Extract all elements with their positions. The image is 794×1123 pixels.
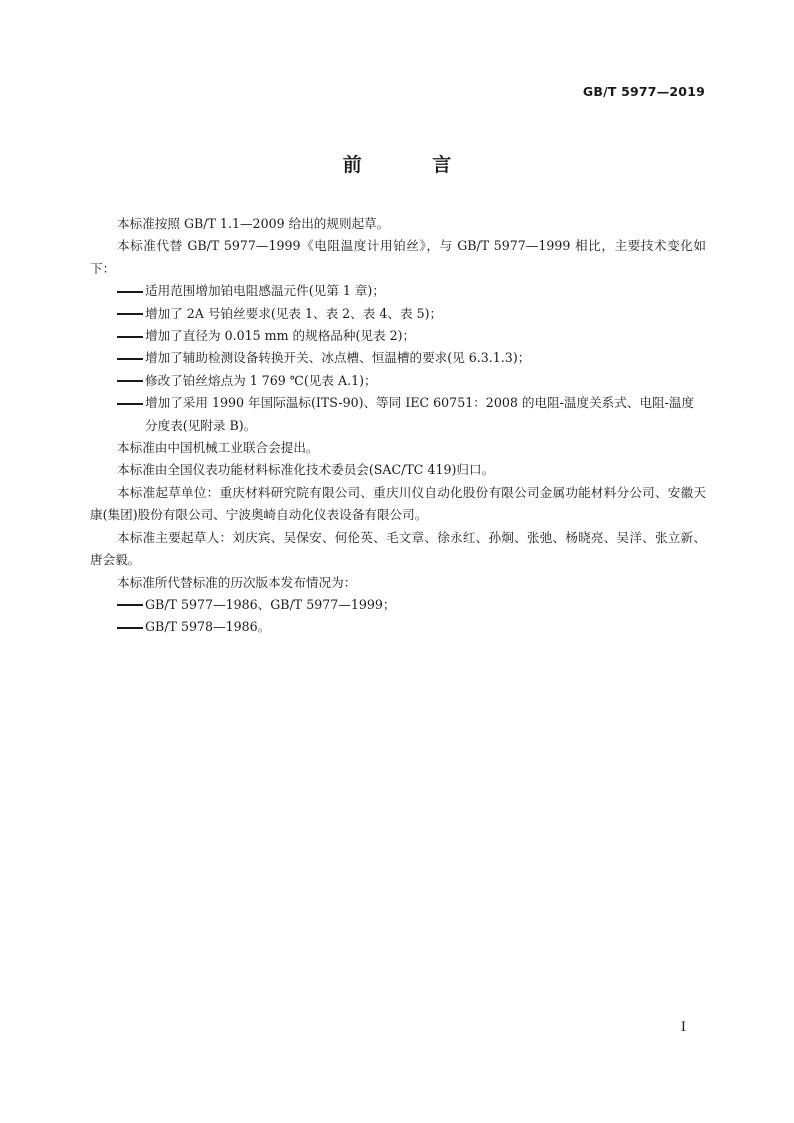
history-item-text: GB/T 5978—1986。 [145,619,271,635]
dash-icon [117,325,145,347]
change-item [90,370,706,392]
change-item [90,325,706,347]
history-item [90,594,706,616]
paragraph-committee: 本标准由全国仪表功能材料标准化技术委员会(SAC/TC 419)归口。 [117,462,495,478]
dash-icon [117,280,145,302]
dash-icon [117,347,145,369]
dash-icon [117,616,145,638]
paragraph-proposer: 本标准由中国机械工业联合会提出。 [117,440,319,456]
paragraph-history-intro: 本标准所代替标准的历次版本发布情况为： [117,574,357,590]
dash-icon [117,370,145,392]
change-item-text: 增加了采用 1990 年国际温标(ITS-90)、等同 IEC 60751：2008 的电阻-温度关系式、电阻-温度分度表(见附录 B)。 [145,395,695,433]
change-item-text: 修改了铂丝熔点为 1 769 ℃(见表 A.1)； [145,372,377,388]
change-item-text: 增加了 2A 号铂丝要求(见表 1、表 2、表 4、表 5)； [145,305,443,321]
dash-icon [117,392,145,414]
document-code: GB/T 5977—2019 [582,84,705,99]
history-item [90,616,706,638]
change-item-text: 增加了辅助检测设备转换开关、冰点槽、恒温槽的要求(见 6.3.1.3)； [145,350,531,366]
dash-icon [117,303,145,325]
change-item [90,303,706,325]
paragraph-drafting-units: 本标准起草单位：重庆材料研究院有限公司、重庆川仪自动化股份有限公司金属功能材料分公司、安徽天康(集团)股份有限公司、宁波奥崎自动化仪表设备有限公司。 [90,484,706,523]
change-item-text: 增加了直径为 0.015 mm 的规格品种(见表 2)； [145,328,416,344]
paragraph-drafters: 本标准主要起草人：刘庆宾、吴保安、何伦英、毛文章、徐永红、孙炯、张弛、杨晓亮、吴洋、张立新、唐会毅。 [90,529,706,568]
change-item [90,392,706,437]
change-item [90,280,706,302]
paragraph-drafting-rules: 本标准按照 GB/T 1.1—2009 给出的规则起草。 [117,216,390,231]
page-number: I [680,1020,686,1035]
change-item [90,347,706,369]
dash-icon [117,594,145,616]
page-title: 前 言 [342,154,484,176]
history-item-text: GB/T 5977—1986、GB/T 5977—1999； [145,596,396,612]
foreword-body [90,213,706,639]
paragraph-replacement: 本标准代替 GB/T 5977—1999《电阻温度计用铂丝》，与 GB/T 5977—1999 相比，主要技术变化如下： [90,238,706,276]
change-item-text: 适用范围增加铂电阻感温元件(见第 1 章)； [145,283,385,299]
